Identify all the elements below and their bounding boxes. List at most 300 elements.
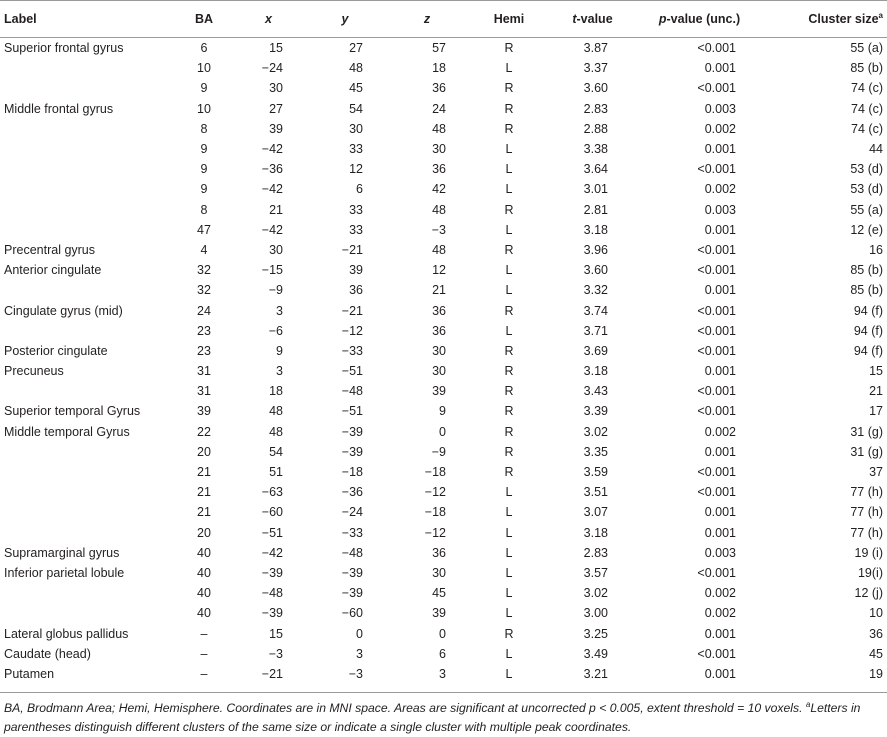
cell-hemi: L bbox=[505, 505, 513, 520]
table-row bbox=[0, 179, 887, 199]
cell-label bbox=[0, 220, 176, 240]
table-row bbox=[0, 78, 887, 98]
table-row bbox=[0, 341, 887, 361]
cell-y: 0 bbox=[356, 626, 363, 641]
cell-t-value: 3.96 bbox=[583, 242, 608, 257]
cell-p-value: <0.001 bbox=[697, 343, 736, 358]
cell-z: 36 bbox=[432, 303, 446, 318]
cell-ba: 10 bbox=[197, 61, 211, 76]
cell-t-value: 3.43 bbox=[583, 384, 608, 399]
cell-y: −39 bbox=[341, 565, 363, 580]
cell-cluster-size: 53 (d) bbox=[850, 182, 883, 197]
cell-t-value: 3.07 bbox=[583, 505, 608, 520]
cell-ba: 47 bbox=[197, 222, 211, 237]
cell-y: −51 bbox=[341, 404, 363, 419]
cell-p-value: <0.001 bbox=[697, 303, 736, 318]
cell-ba: 32 bbox=[197, 263, 211, 278]
cell-hemi: L bbox=[505, 485, 513, 500]
cell-x: 9 bbox=[276, 343, 283, 358]
cell-ba: 8 bbox=[200, 202, 208, 217]
cell-t-value: 3.71 bbox=[583, 323, 608, 338]
cell-t-value: 3.74 bbox=[583, 303, 608, 318]
cell-hemi: L bbox=[505, 565, 513, 580]
cell-t-value: 3.02 bbox=[583, 424, 608, 439]
cell-t-value: 3.00 bbox=[583, 606, 608, 621]
cell-z: 9 bbox=[439, 404, 446, 419]
cell-x: −42 bbox=[261, 182, 283, 197]
cell-cluster-size: 44 bbox=[869, 142, 883, 157]
cell-z: 36 bbox=[432, 162, 446, 177]
cell-y: −24 bbox=[341, 505, 363, 520]
table-row bbox=[0, 220, 887, 240]
cell-hemi: L bbox=[505, 525, 513, 540]
cell-hemi: R bbox=[504, 444, 514, 459]
cell-label bbox=[0, 502, 176, 522]
cell-z: 12 bbox=[432, 263, 446, 278]
cell-ba: 31 bbox=[197, 364, 211, 379]
cell-x: 30 bbox=[269, 81, 283, 96]
cell-p-value: 0.002 bbox=[704, 606, 736, 621]
cell-x: 21 bbox=[269, 202, 283, 217]
cell-label: Cingulate gyrus (mid) bbox=[4, 303, 123, 318]
cell-ba: 32 bbox=[197, 283, 211, 298]
cell-ba: 21 bbox=[197, 485, 211, 500]
cell-y: −48 bbox=[341, 545, 363, 560]
table-row bbox=[0, 119, 887, 139]
cell-x: −15 bbox=[261, 263, 283, 278]
cell-hemi: R bbox=[504, 41, 514, 56]
cell-t-value: 3.18 bbox=[583, 222, 608, 237]
cell-label: Anterior cingulate bbox=[4, 263, 102, 278]
cell-hemi: L bbox=[505, 263, 513, 278]
cell-p-value: 0.002 bbox=[704, 121, 736, 136]
cell-label bbox=[0, 583, 176, 603]
cell-label bbox=[0, 482, 176, 502]
cell-x: 51 bbox=[269, 465, 283, 480]
cell-p-value: 0.002 bbox=[704, 424, 736, 439]
cell-label: Caudate (head) bbox=[4, 646, 91, 661]
cell-hemi: R bbox=[504, 303, 514, 318]
cell-cluster-size: 85 (b) bbox=[850, 263, 883, 278]
cell-label bbox=[0, 159, 176, 179]
cell-x: 54 bbox=[269, 444, 283, 459]
cell-z: 30 bbox=[432, 364, 446, 379]
table-row bbox=[0, 200, 887, 220]
cell-x: −63 bbox=[261, 485, 283, 500]
cell-cluster-size: 19 bbox=[763, 664, 887, 693]
cell-cluster-size: 31 (g) bbox=[850, 424, 883, 439]
table-row bbox=[0, 543, 887, 563]
table-row bbox=[0, 623, 887, 643]
cell-hemi: L bbox=[505, 162, 513, 177]
cell-p-value: 0.002 bbox=[704, 182, 736, 197]
cell-y: −60 bbox=[341, 606, 363, 621]
cell-t-value: 3.39 bbox=[583, 404, 608, 419]
cell-ba: 9 bbox=[200, 81, 208, 96]
cell-label: Inferior parietal lobule bbox=[4, 565, 125, 580]
cell-cluster-size: 16 bbox=[869, 242, 883, 257]
cell-p-value: 0.003 bbox=[704, 545, 736, 560]
cell-p-value: <0.001 bbox=[697, 404, 736, 419]
cell-p-value: <0.001 bbox=[697, 242, 736, 257]
cell-hemi: L bbox=[505, 646, 513, 661]
cell-t-value: 2.83 bbox=[583, 545, 608, 560]
cell-y: −21 bbox=[341, 303, 363, 318]
cell-p-value: 0.002 bbox=[704, 586, 736, 601]
cell-x: −9 bbox=[268, 283, 283, 298]
cell-cluster-size: 53 (d) bbox=[850, 162, 883, 177]
cell-label: Lateral globus pallidus bbox=[4, 626, 129, 641]
cell-hemi: R bbox=[504, 202, 514, 217]
table-row bbox=[0, 58, 887, 78]
table-footnote bbox=[4, 695, 884, 737]
cell-cluster-size: 19 (i) bbox=[854, 545, 883, 560]
cell-t-value: 3.60 bbox=[583, 263, 608, 278]
cell-p-value: <0.001 bbox=[697, 263, 736, 278]
table-row bbox=[0, 523, 887, 543]
cell-ba: 21 bbox=[197, 505, 211, 520]
cell-p-value: 0.001 bbox=[704, 505, 736, 520]
cell-z: −12 bbox=[424, 525, 446, 540]
cell-t-value: 3.18 bbox=[583, 364, 608, 379]
cell-ba: 24 bbox=[197, 303, 211, 318]
cell-p-value: 0.001 bbox=[704, 283, 736, 298]
cell-t-value: 3.38 bbox=[583, 142, 608, 157]
cell-p-value: 0.001 bbox=[704, 626, 736, 641]
cell-x: −42 bbox=[261, 545, 283, 560]
cell-cluster-size: 77 (h) bbox=[850, 485, 883, 500]
cell-y: 33 bbox=[349, 142, 363, 157]
cell-z: 18 bbox=[432, 61, 446, 76]
cell-label: Superior frontal gyrus bbox=[4, 41, 124, 56]
cell-hemi: L bbox=[505, 323, 513, 338]
cell-cluster-size: 37 bbox=[869, 465, 883, 480]
header-label: Label bbox=[0, 1, 176, 38]
cell-label bbox=[0, 58, 176, 78]
cell-z: 36 bbox=[432, 323, 446, 338]
cell-label: Precentral gyrus bbox=[4, 242, 96, 257]
cell-t-value: 3.49 bbox=[583, 646, 608, 661]
table-row bbox=[0, 99, 887, 119]
table-row bbox=[0, 664, 887, 693]
cell-t-value: 2.88 bbox=[583, 121, 608, 136]
cell-x: −6 bbox=[268, 323, 283, 338]
cell-x: 27 bbox=[269, 101, 283, 116]
cell-t-value: 3.51 bbox=[583, 485, 608, 500]
cell-y: −33 bbox=[341, 525, 363, 540]
cell-x: −42 bbox=[261, 142, 283, 157]
cell-z: 39 bbox=[432, 606, 446, 621]
cell-hemi: R bbox=[504, 424, 514, 439]
table-row bbox=[0, 159, 887, 179]
header-y: y bbox=[305, 1, 385, 38]
cell-hemi: L bbox=[505, 182, 513, 197]
cell-t-value: 3.01 bbox=[583, 182, 608, 197]
cell-t-value: 3.32 bbox=[583, 283, 608, 298]
cell-p-value: 0.001 bbox=[704, 142, 736, 157]
cell-y: 33 bbox=[349, 202, 363, 217]
cell-hemi: L bbox=[505, 283, 513, 298]
cell-p-value: 0.001 bbox=[704, 444, 736, 459]
cell-cluster-size: 36 bbox=[869, 626, 883, 641]
cell-t-value: 3.64 bbox=[583, 162, 608, 177]
cell-ba: 31 bbox=[197, 384, 211, 399]
cell-ba: 22 bbox=[197, 424, 211, 439]
cell-y: −21 bbox=[341, 242, 363, 257]
header-p-value: p-value (unc.) bbox=[636, 1, 763, 38]
table-row bbox=[0, 583, 887, 603]
cell-z: −12 bbox=[424, 485, 446, 500]
cell-x: 3 bbox=[276, 303, 283, 318]
cell-x: 30 bbox=[269, 242, 283, 257]
cell-label: Middle frontal gyrus bbox=[4, 101, 114, 116]
cell-z: −3 bbox=[431, 222, 446, 237]
cell-hemi: L bbox=[505, 545, 513, 560]
table-row bbox=[0, 38, 887, 59]
cell-ba: 40 bbox=[197, 545, 211, 560]
cell-x: 18 bbox=[269, 384, 283, 399]
cell-z: −18 bbox=[424, 465, 446, 480]
cell-y: 30 bbox=[349, 121, 363, 136]
cell-x: −24 bbox=[261, 61, 283, 76]
cell-label bbox=[0, 442, 176, 462]
cell-ba: 9 bbox=[200, 182, 208, 197]
cell-x: −51 bbox=[261, 525, 283, 540]
cell-ba: 20 bbox=[197, 444, 211, 459]
cell-label bbox=[0, 78, 176, 98]
cell-t-value: 3.25 bbox=[583, 626, 608, 641]
cell-ba: – bbox=[176, 664, 232, 693]
cell-cluster-size: 15 bbox=[869, 364, 883, 379]
cell-label bbox=[0, 462, 176, 482]
cell-ba: 23 bbox=[197, 343, 211, 358]
cell-x: −3 bbox=[268, 646, 283, 661]
cell-y: 6 bbox=[356, 182, 363, 197]
cell-ba: 40 bbox=[197, 565, 211, 580]
cell-label: Precuneus bbox=[4, 364, 64, 379]
table-row bbox=[0, 462, 887, 482]
cell-t-value: 3.60 bbox=[583, 81, 608, 96]
cell-hemi: R bbox=[504, 384, 514, 399]
cell-cluster-size: 12 (j) bbox=[854, 586, 883, 601]
cell-label: Putamen bbox=[0, 664, 176, 693]
cell-label: Middle temporal Gyrus bbox=[4, 424, 130, 439]
cell-label bbox=[0, 523, 176, 543]
cell-p-value: <0.001 bbox=[697, 81, 736, 96]
cell-ba: 4 bbox=[200, 242, 208, 257]
cell-t-value: 3.18 bbox=[583, 525, 608, 540]
cell-y: 27 bbox=[349, 41, 363, 56]
cell-p-value: 0.001 bbox=[704, 364, 736, 379]
cell-cluster-size: 94 (f) bbox=[853, 323, 883, 338]
cell-cluster-size: 77 (h) bbox=[850, 505, 883, 520]
cell-z: 24 bbox=[432, 101, 446, 116]
cell-t-value: 3.21 bbox=[549, 664, 636, 693]
cell-x: −36 bbox=[261, 162, 283, 177]
cell-label: Posterior cingulate bbox=[4, 343, 108, 358]
header-ba: BA bbox=[176, 1, 232, 38]
cell-p-value: 0.003 bbox=[704, 101, 736, 116]
cell-z: 36 bbox=[432, 81, 446, 96]
cell-cluster-size: 94 (f) bbox=[853, 303, 883, 318]
cell-y: 45 bbox=[349, 81, 363, 96]
cell-t-value: 3.37 bbox=[583, 61, 608, 76]
footnote-text-2: Letters in parentheses distinguish different clusters of the same size or indicate a single cluster with multiple peak coordinates. bbox=[4, 701, 861, 735]
table-row bbox=[0, 603, 887, 623]
cell-ba: 20 bbox=[197, 525, 211, 540]
cell-t-value: 2.83 bbox=[583, 101, 608, 116]
table-row bbox=[0, 502, 887, 522]
cell-cluster-size: 12 (e) bbox=[850, 222, 883, 237]
cell-y: −33 bbox=[341, 343, 363, 358]
cell-t-value: 3.35 bbox=[583, 444, 608, 459]
cell-z: 6 bbox=[439, 646, 446, 661]
cell-y: 12 bbox=[349, 162, 363, 177]
cell-t-value: 2.81 bbox=[583, 202, 608, 217]
table-header-row bbox=[0, 1, 887, 38]
cell-z: 0 bbox=[439, 626, 446, 641]
cell-p-value: 0.001 bbox=[704, 525, 736, 540]
header-t-value: t-value bbox=[549, 1, 636, 38]
cell-label bbox=[0, 119, 176, 139]
table-row bbox=[0, 482, 887, 502]
table-row bbox=[0, 300, 887, 320]
cell-hemi: R bbox=[504, 465, 514, 480]
cell-label bbox=[0, 381, 176, 401]
cell-hemi: L bbox=[505, 606, 513, 621]
cell-cluster-size: 94 (f) bbox=[853, 343, 883, 358]
cell-z: 42 bbox=[432, 182, 446, 197]
cell-t-value: 3.69 bbox=[583, 343, 608, 358]
cell-p-value: <0.001 bbox=[697, 465, 736, 480]
cell-y: 36 bbox=[349, 283, 363, 298]
cell-y: 54 bbox=[349, 101, 363, 116]
cell-x: −42 bbox=[261, 222, 283, 237]
table-row bbox=[0, 361, 887, 381]
cell-y: −51 bbox=[341, 364, 363, 379]
cell-x: −48 bbox=[261, 586, 283, 601]
cell-hemi: R bbox=[504, 404, 514, 419]
cell-ba: – bbox=[200, 626, 208, 641]
cell-p-value: 0.003 bbox=[704, 202, 736, 217]
cell-ba: – bbox=[200, 646, 208, 661]
cell-cluster-size: 17 bbox=[869, 404, 883, 419]
cell-z: 0 bbox=[439, 424, 446, 439]
cell-z: 48 bbox=[432, 202, 446, 217]
cell-cluster-size: 85 (b) bbox=[850, 61, 883, 76]
cell-p-value: <0.001 bbox=[697, 41, 736, 56]
cell-t-value: 3.57 bbox=[583, 565, 608, 580]
cell-label: Supramarginal gyrus bbox=[4, 545, 120, 560]
cell-label bbox=[0, 321, 176, 341]
cell-y: 33 bbox=[349, 222, 363, 237]
cell-label bbox=[0, 603, 176, 623]
cell-z: 36 bbox=[432, 545, 446, 560]
cell-y: −39 bbox=[341, 444, 363, 459]
table-row bbox=[0, 563, 887, 583]
cell-cluster-size: 74 (c) bbox=[851, 81, 883, 96]
cell-y: −48 bbox=[341, 384, 363, 399]
cell-p-value: <0.001 bbox=[697, 646, 736, 661]
cell-y: −36 bbox=[341, 485, 363, 500]
table-row bbox=[0, 422, 887, 442]
footnote-text: BA, Brodmann Area; Hemi, Hemisphere. Coordinates are in MNI space. Areas are significant at uncorrected p < 0.005, extent threshold = 10 voxels. bbox=[4, 701, 803, 716]
cell-ba: 9 bbox=[200, 142, 208, 157]
cell-cluster-size: 31 (g) bbox=[850, 444, 883, 459]
cell-z: 48 bbox=[432, 121, 446, 136]
header-z: z bbox=[385, 1, 469, 38]
cell-z: 30 bbox=[432, 565, 446, 580]
table-row bbox=[0, 280, 887, 300]
cell-z: 48 bbox=[432, 242, 446, 257]
cell-hemi: L bbox=[505, 61, 513, 76]
cell-z: 39 bbox=[432, 384, 446, 399]
cell-label bbox=[0, 280, 176, 300]
cell-cluster-size: 10 bbox=[869, 606, 883, 621]
cell-p-value: 0.001 bbox=[636, 664, 763, 693]
cell-ba: 39 bbox=[197, 404, 211, 419]
cell-z: 30 bbox=[432, 142, 446, 157]
cell-p-value: <0.001 bbox=[697, 565, 736, 580]
cell-x: 3 bbox=[276, 364, 283, 379]
cell-p-value: <0.001 bbox=[697, 162, 736, 177]
cell-ba: 23 bbox=[197, 323, 211, 338]
header-cluster-size: Cluster size$^a$ bbox=[763, 1, 887, 38]
cell-hemi: R bbox=[504, 101, 514, 116]
cell-hemi: R bbox=[504, 364, 514, 379]
cell-z: 30 bbox=[432, 343, 446, 358]
cell-label bbox=[0, 200, 176, 220]
cell-t-value: 3.59 bbox=[583, 465, 608, 480]
cell-cluster-size: 55 (a) bbox=[850, 202, 883, 217]
cell-hemi: R bbox=[504, 81, 514, 96]
cell-cluster-size: 45 bbox=[869, 646, 883, 661]
cell-z: 45 bbox=[432, 586, 446, 601]
cell-x: 15 bbox=[269, 41, 283, 56]
cell-hemi: L bbox=[505, 586, 513, 601]
cell-x: −60 bbox=[261, 505, 283, 520]
cell-p-value: 0.001 bbox=[704, 61, 736, 76]
table-row bbox=[0, 139, 887, 159]
cell-p-value: 0.001 bbox=[704, 222, 736, 237]
cell-z: 3 bbox=[385, 664, 469, 693]
cell-cluster-size: 85 (b) bbox=[850, 283, 883, 298]
cell-cluster-size: 19(i) bbox=[857, 565, 883, 580]
cell-y: 3 bbox=[356, 646, 363, 661]
cell-p-value: <0.001 bbox=[697, 485, 736, 500]
cell-y: −39 bbox=[341, 586, 363, 601]
cell-ba: 10 bbox=[197, 101, 211, 116]
cell-z: −9 bbox=[431, 444, 446, 459]
table-row bbox=[0, 260, 887, 280]
cell-label: Superior temporal Gyrus bbox=[4, 404, 141, 419]
cell-p-value: <0.001 bbox=[697, 384, 736, 399]
cell-x: 15 bbox=[269, 626, 283, 641]
cell-hemi: R bbox=[504, 242, 514, 257]
table-row bbox=[0, 240, 887, 260]
cell-t-value: 3.02 bbox=[583, 586, 608, 601]
table-body bbox=[0, 38, 887, 693]
cell-x: 48 bbox=[269, 404, 283, 419]
cell-y: −12 bbox=[341, 323, 363, 338]
cell-label bbox=[0, 179, 176, 199]
cell-t-value: 3.87 bbox=[583, 41, 608, 56]
cell-ba: 8 bbox=[200, 121, 208, 136]
cell-cluster-size: 74 (c) bbox=[851, 101, 883, 116]
cell-cluster-size: 55 (a) bbox=[850, 41, 883, 56]
cell-cluster-size: 21 bbox=[869, 384, 883, 399]
cell-y: −18 bbox=[341, 465, 363, 480]
